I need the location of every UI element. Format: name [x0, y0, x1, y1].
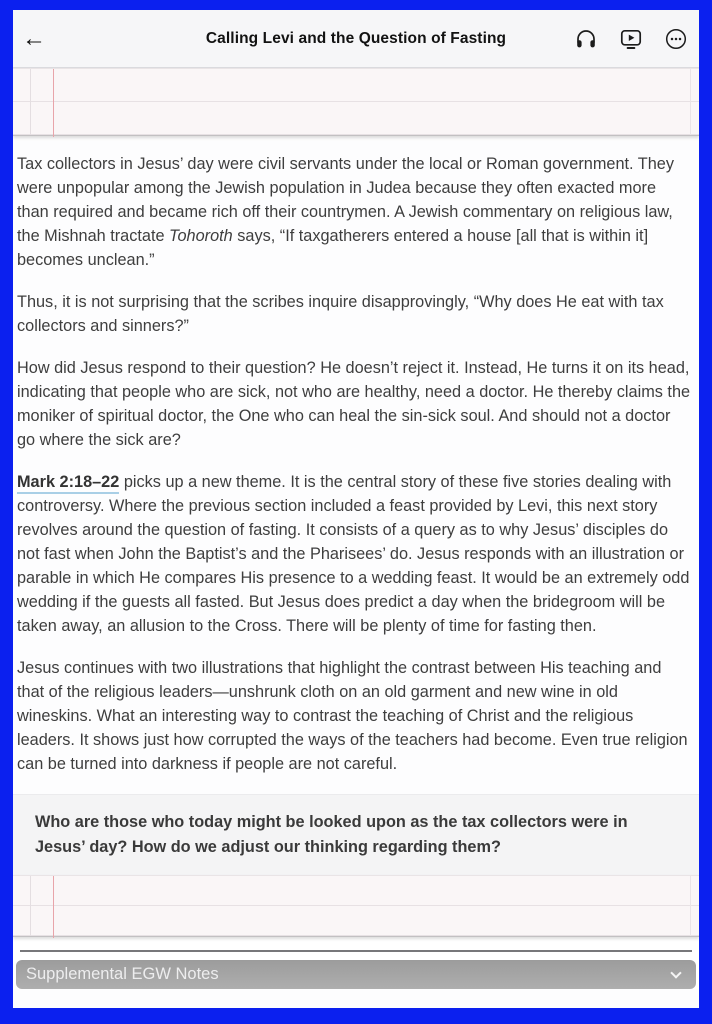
note-line[interactable]	[13, 906, 699, 936]
more-button[interactable]	[663, 26, 689, 52]
back-button[interactable]: ←	[17, 24, 51, 54]
notes-right-line	[690, 69, 691, 135]
video-button[interactable]	[618, 26, 644, 52]
notes-gutter-line	[30, 876, 31, 936]
headphones-icon	[574, 27, 598, 51]
notes-right-line	[690, 876, 691, 936]
text-run: says, “If taxgatherers entered a house [all that is within it] becomes unclean.”	[17, 227, 649, 269]
lesson-body	[13, 136, 699, 776]
text-run: Thus, it is not surprising that the scribes inquire disapprovingly, “Why does He eat with tax collectors and sinners?”	[17, 293, 664, 335]
header	[13, 10, 699, 68]
question-text: Who are those who today might be looked upon as the tax collectors were in Jesus’ day? How do we adjust our thinking regarding them?	[35, 813, 628, 856]
paragraph	[17, 470, 691, 638]
notes-margin-line	[53, 69, 54, 137]
paragraph	[17, 152, 691, 272]
audio-button[interactable]	[573, 26, 599, 52]
more-options-icon	[664, 27, 688, 51]
text-run: Jesus continues with two illustrations that highlight the contrast between His teaching and that of the religious leaders—unshrunk cloth on an old garment and new wine in old wineskins. What an interesting way to contrast the teaching of Christ and the religious leaders. It shows just how corrupted the ways of the teachers had become. Even true religion can be turned into darkness if people are not careful.	[17, 659, 688, 773]
text-run: How did Jesus respond to their question? He doesn’t reject it. Instead, He turns it on its head, indicating that people who are sick, not who are healthy, need a doctor. He thereby claims the moniker of spiritual doctor, the One who can heal the sin-sick soul. And should not a doctor go where the sick are?	[17, 359, 691, 449]
question-box	[13, 794, 699, 875]
note-line[interactable]	[13, 876, 699, 906]
note-line[interactable]	[13, 69, 699, 102]
egw-notes-label: Supplemental EGW Notes	[26, 965, 219, 983]
lesson-screen	[13, 10, 699, 1008]
text-run: picks up a new theme. It is the central story of these five stories dealing with controversy. Where the previous section included a feast provided by Levi, this next story revolves around the question of fasting. It consists of a query as to why Jesus’ disciples do not fast when John the Baptist’s and the Pharisees’ do. Jesus responds with an illustration or parable in which He compares His presence to a wedding feast. It would be an extremely odd wedding if the guests all fasted. But Jesus does predict a day when the bridegroom will be taken away, an allusion to the Cross. There will be plenty of time for fasting then.	[17, 473, 690, 635]
footer-divider	[20, 950, 692, 952]
paragraph	[17, 290, 691, 338]
notes-lines-bottom	[13, 875, 699, 937]
text-run: Tax collectors in Jesus’ day were civil servants under the local or Roman government. They were unpopular among the Jewish population in Judea because they often exacted more than required and became rich off their countrymen. A Jewish commentary on religious law, the Mishnah tractate	[17, 155, 674, 245]
note-line[interactable]	[13, 102, 699, 135]
paragraph	[17, 656, 691, 776]
notes-margin-line	[53, 876, 54, 938]
video-player-icon	[619, 27, 643, 51]
bible-reference-link[interactable]: Mark 2:18–22	[17, 473, 119, 494]
notes-gutter-line	[30, 69, 31, 135]
chevron-down-icon	[670, 967, 681, 978]
paragraph	[17, 356, 691, 452]
page-title: Calling Levi and the Question of Fasting	[205, 30, 507, 47]
text-run: Tohoroth	[169, 227, 233, 245]
header-actions	[573, 10, 695, 68]
footer	[13, 937, 699, 989]
egw-notes-dropdown[interactable]	[16, 960, 696, 989]
notes-lines-top	[13, 68, 699, 136]
